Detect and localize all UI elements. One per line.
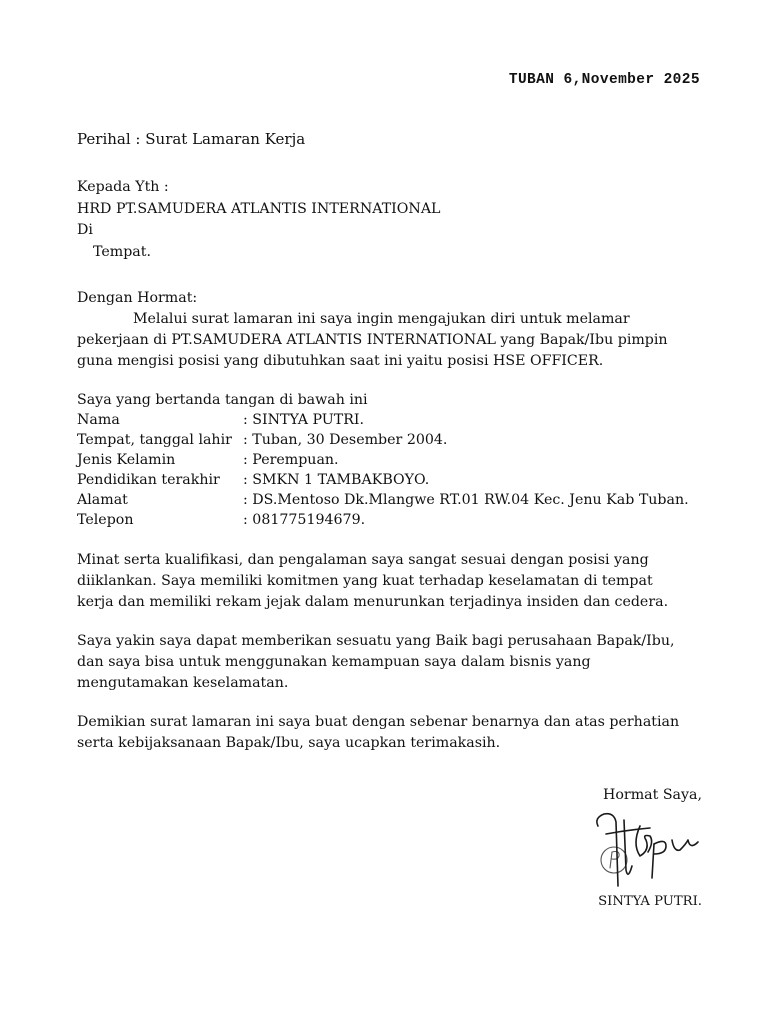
recipient-company: HRD PT.SAMUDERA ATLANTIS INTERNATIONAL	[77, 201, 441, 217]
letter-subject: Perihal : Surat Lamaran Kerja	[77, 130, 306, 148]
identity-label-name: Nama	[77, 412, 120, 428]
identity-label-address: Alamat	[77, 492, 128, 508]
identity-label-birth: Tempat, tanggal lahir	[77, 432, 232, 448]
identity-intro: Saya yang bertanda tangan di bawah ini	[77, 392, 368, 408]
recipient-greeting: Kepada Yth :	[77, 179, 169, 195]
closing-phrase: Hormat Saya,	[603, 787, 702, 803]
identity-label-education: Pendidikan terakhir	[77, 472, 220, 488]
paragraph-qualifications: diiklankan. Saya memiliki komitmen yang kuat terhadap keselamatan di tempat	[77, 573, 653, 589]
paragraph-closing: Demikian surat lamaran ini saya buat dengan sebenar benarnya dan atas perhatian	[77, 714, 680, 730]
intro-line: pekerjaan di PT.SAMUDERA ATLANTIS INTERNATIONAL yang Bapak/Ibu pimpin	[77, 332, 668, 348]
letter-date: TUBAN 6,November 2025	[508, 72, 700, 88]
paragraph-qualifications: kerja dan memiliki rekam jejak dalam menurunkan terjadinya insiden dan cedera.	[77, 594, 669, 610]
intro-line: guna mengisi posisi yang dibutuhkan saat ini yaitu posisi HSE OFFICER.	[77, 353, 604, 369]
identity-value-gender: : Perempuan.	[243, 452, 339, 468]
identity-label-gender: Jenis Kelamin	[77, 452, 176, 468]
paragraph-confidence: dan saya bisa untuk menggunakan kemampuan saya dalam bisnis yang	[77, 654, 591, 670]
identity-label-phone: Telepon	[77, 512, 134, 528]
paragraph-confidence: Saya yakin saya dapat memberikan sesuatu yang Baik bagi perusahaan Bapak/Ibu,	[77, 633, 675, 649]
intro-line: Melalui surat lamaran ini saya ingin mengajukan diri untuk melamar	[133, 311, 630, 327]
identity-value-birth: : Tuban, 30 Desember 2004.	[243, 432, 448, 448]
paragraph-closing: serta kebijaksanaan Bapak/Ibu, saya ucapkan terimakasih.	[77, 735, 501, 751]
signer-name: SINTYA PUTRI.	[598, 894, 702, 909]
paragraph-qualifications: Minat serta kualifikasi, dan pengalaman saya sangat sesuai dengan posisi yang	[77, 552, 649, 568]
paragraph-confidence: mengutamakan keselamatan.	[77, 675, 289, 691]
opening-salutation: Dengan Hormat:	[77, 290, 198, 306]
identity-value-name: : SINTYA PUTRI.	[243, 412, 365, 428]
handwritten-signature	[588, 800, 708, 890]
identity-value-education: : SMKN 1 TAMBAKBOYO.	[243, 472, 430, 488]
identity-value-phone: : 081775194679.	[243, 512, 366, 528]
recipient-di: Di	[77, 222, 93, 238]
identity-value-address: : DS.Mentoso Dk.Mlangwe RT.01 RW.04 Kec. Jenu Kab Tuban.	[243, 492, 689, 508]
recipient-place: Tempat.	[93, 244, 151, 260]
